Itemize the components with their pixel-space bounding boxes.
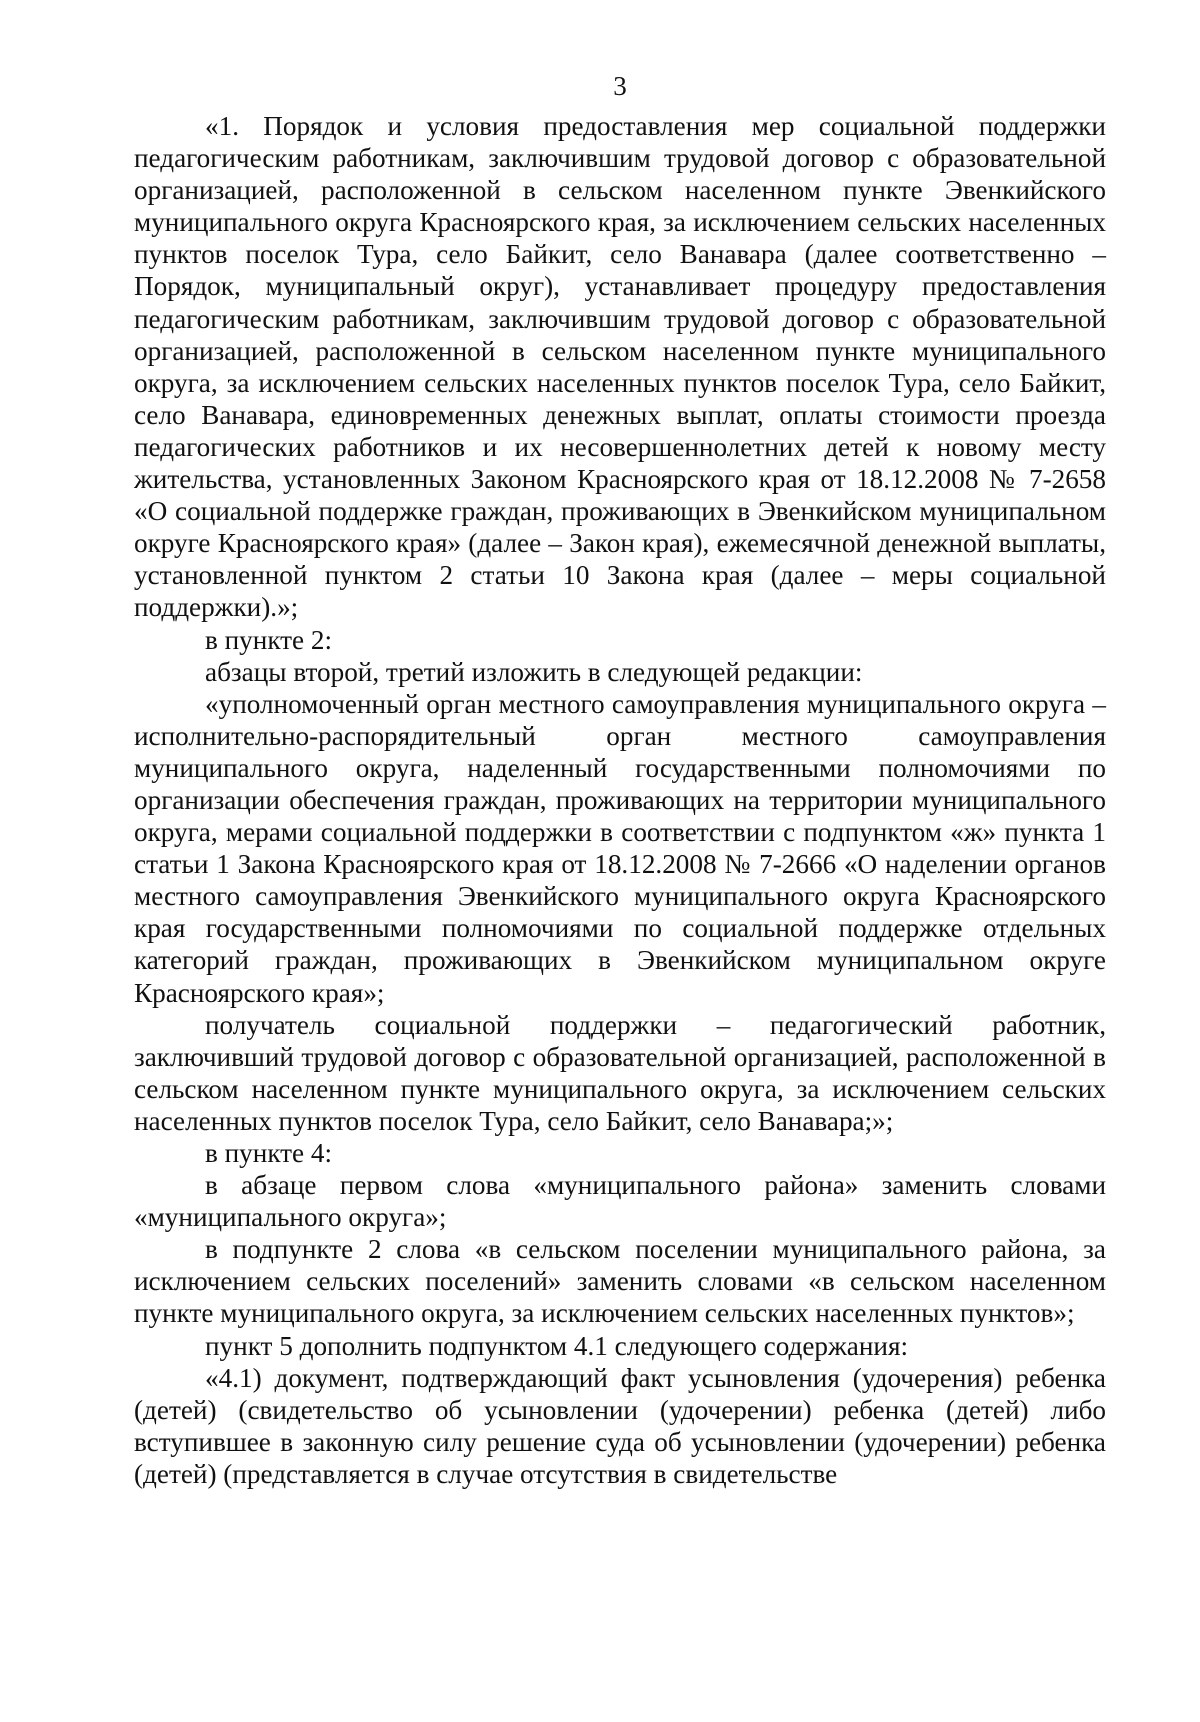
paragraph-recipient: получатель социальной поддержки – педагогический работник, заключивший трудовой договор с образовательной организацией, расположенной в сельском населенном пункте муниципального округа, за исключением сельских населенных пунктов поселок Тура, село Байкит, село Ванавара;»; — [134, 1009, 1106, 1136]
paragraph-in-point-2: в пункте 2: — [205, 624, 333, 655]
paragraph-first-abzac-replace: в абзаце первом слова «муниципального района» заменить словами «муниципального округа»; — [134, 1170, 1106, 1233]
paragraph-procedure-definition: «1. Порядок и условия предоставления мер социальной поддержки педагогическим работникам, заключившим трудовой договор с образовательной организацией, расположенной в сельском населенном пункте Эвенкийского муниципального округа Красноярского края, за исключением сельских населенных пунктов поселок Тура, село Байкит, село Ванавара (далее соответственно – Порядок, муниципальный округ), устанавливает процедуру предоставления педагогическим работникам, заключившим трудовой договор с образовательной организацией, расположенной в сельском населенном пункте муниципального округа, за исключением сельских населенных пунктов поселок Тура, село Байкит, село Ванавара, единовременных денежных выплат, оплаты стоимости проезда педагогических работников и их несовершеннолетних детей к новому месту жительства, установленных Законом Красноярского края от 18.12.2008 № 7-2658 «О социальной поддержке граждан, проживающих в Эвенкийском муниципальном округе Красноярского края» (далее – Закон края), ежемесячной денежной выплаты, установленной пунктом 2 статьи 10 Закона края (далее – меры социальной поддержки).»; — [134, 111, 1106, 623]
paragraph-point-5-supplement: пункт 5 дополнить подпунктом 4.1 следующего содержания: — [205, 1330, 909, 1361]
paragraph-paragraphs-second-third: абзацы второй, третий изложить в следующей редакции: — [205, 656, 863, 687]
paragraph-authorized-body: «уполномоченный орган местного самоуправления муниципального округа – исполнительно-распорядительный орган местного самоуправления муниципального округа, наделенный государственными полномочиями по организации обеспечения граждан, проживающих на территории муниципального округа, мерами социальной поддержки в соответствии с подпунктом «ж» пункта 1 статьи 1 Закона Красноярского края от 18.12.2008 № 7-2666 «О наделении органов местного самоуправления Эвенкийского муниципального округа Красноярского края государственными полномочиями по социальной поддержке отдельных категорий граждан, проживающих в Эвенкийском муниципальном округе Красноярского края»; — [134, 688, 1106, 1008]
paragraph-subpoint-4-1: «4.1) документ, подтверждающий факт усыновления (удочерения) ребенка (детей) (свидетельство об усыновлении (удочерении) ребенка (детей) либо вступившее в законную силу решение суда об усыновлении (удочерении) ребенка (детей) (представляется в случае отсутствия в свидетельстве — [134, 1362, 1106, 1489]
paragraph-in-point-4: в пункте 4: — [205, 1138, 333, 1168]
page-number: 3 — [613, 71, 627, 101]
paragraph-subpoint-2-replace: в подпункте 2 слова «в сельском поселении муниципального района, за исключением сельских поселений» заменить словами «в сельском населенном пункте муниципального округа, за исключением сельских населенных пунктов»; — [134, 1234, 1106, 1329]
